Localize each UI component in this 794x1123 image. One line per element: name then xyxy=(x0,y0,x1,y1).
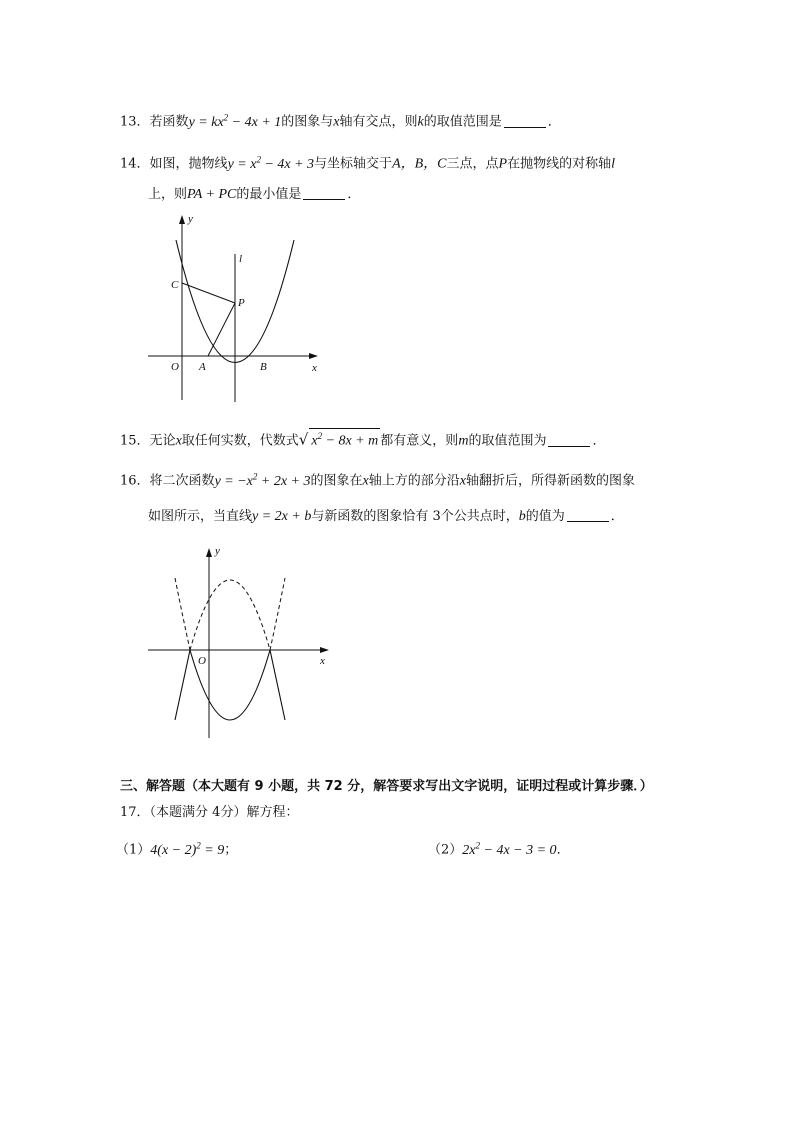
answer-blank[interactable] xyxy=(303,187,345,200)
text: 的取值范围为 xyxy=(468,433,547,449)
label-x: x xyxy=(312,362,317,374)
equation-1: $4(x - 2)^2 = 9$ xyxy=(150,840,225,858)
radicand: $x^2 - 8x + m$ xyxy=(309,428,380,449)
question-number: 16． xyxy=(120,473,150,489)
text: 取任何实数，代数式 xyxy=(181,433,299,449)
punct: ． xyxy=(547,114,561,130)
dashed-right xyxy=(270,578,285,650)
question-number: 14． xyxy=(120,156,150,172)
text: 轴翻折后，所得新函数的图象 xyxy=(465,473,635,489)
dashed-left xyxy=(175,578,190,650)
question-17-part-1 xyxy=(116,836,237,860)
figure-q16 xyxy=(140,540,340,745)
formula: PA + PC xyxy=(187,187,237,202)
label-c: C xyxy=(171,279,179,291)
text: 轴上方的部分沿 xyxy=(368,473,460,489)
x-axis-arrow xyxy=(320,647,329,653)
text: 如图所示，当直线 xyxy=(148,509,253,524)
punct: ． xyxy=(610,509,624,524)
text: 的图象在 xyxy=(310,473,363,489)
text: 三点，点 xyxy=(446,156,499,172)
text: 无论 xyxy=(149,433,176,449)
solid-left xyxy=(175,650,190,720)
formula: y = 2x + b xyxy=(252,509,312,524)
label-y: y xyxy=(188,213,193,225)
question-14 xyxy=(120,150,615,174)
question-number: 15． xyxy=(120,433,150,449)
question-17-part-2 xyxy=(428,836,570,860)
points: A，B，C xyxy=(392,156,447,172)
text: 与坐标轴交于 xyxy=(314,156,393,172)
variable-x: x xyxy=(459,473,466,489)
segment-pa xyxy=(208,303,235,356)
text: 的图象与 xyxy=(281,114,334,130)
label-x: x xyxy=(320,655,325,667)
punct: ． xyxy=(556,842,570,858)
text: 与新函数的图象恰有 3个公共点时， xyxy=(311,509,519,524)
text: 如图，抛物线 xyxy=(149,156,228,172)
text: （本题满分 4分）解方程： xyxy=(149,805,299,820)
label-l: l xyxy=(239,253,243,265)
part-label: （1） xyxy=(116,842,151,858)
x-axis-arrow xyxy=(309,353,318,359)
answer-blank[interactable] xyxy=(504,115,546,128)
equation-2: $2x^2 - 4x - 3 = 0$ xyxy=(462,840,557,858)
original-arc-dashed xyxy=(190,580,270,650)
question-14-line2 xyxy=(148,186,360,204)
text: 若函数 xyxy=(149,114,189,130)
question-17 xyxy=(120,804,298,822)
variable-k: k xyxy=(417,114,424,130)
part-label: （2） xyxy=(428,842,463,858)
variable-x: x xyxy=(333,114,340,130)
formula: $y = -x^2 + 2x + 3$ xyxy=(214,471,311,489)
text: 都有意义，则 xyxy=(380,433,459,449)
variable-x: x xyxy=(362,473,369,489)
label-y: y xyxy=(215,545,220,557)
answer-blank[interactable] xyxy=(548,434,590,447)
question-number: 17． xyxy=(120,805,150,820)
punct: ． xyxy=(347,187,361,202)
question-15 xyxy=(120,428,605,451)
text: 的值为 xyxy=(525,509,565,524)
question-number: 13． xyxy=(120,114,150,130)
answer-blank[interactable] xyxy=(567,509,609,522)
label-p: P xyxy=(238,297,245,309)
segment-pc xyxy=(182,283,235,303)
point-p: P xyxy=(498,156,508,172)
label-o: O xyxy=(198,655,206,667)
label-b: B xyxy=(260,361,267,373)
radical-sign: √ xyxy=(298,430,309,449)
section-3-title: 三、解答题（本大题有 9 小题，共 72 分，解答要求写出文字说明，证明过程或计算步骤．） xyxy=(120,779,653,794)
question-13 xyxy=(120,108,561,132)
figure-q14 xyxy=(140,205,340,410)
solid-right xyxy=(270,650,285,720)
formula: $y = kx^2 - 4x + 1$ xyxy=(188,112,282,130)
text: 的最小值是 xyxy=(236,187,302,202)
text: 在抛物线的对称轴 xyxy=(507,156,612,172)
text: 将二次函数 xyxy=(149,473,215,489)
question-16 xyxy=(120,467,635,491)
axis-l: l xyxy=(611,156,615,172)
punct: ； xyxy=(224,842,238,858)
text: 上，则 xyxy=(148,187,188,202)
text: 的取值范围是 xyxy=(423,114,502,130)
formula: $y = x^2 - 4x + 3$ xyxy=(227,154,315,172)
variable-m: m xyxy=(458,433,469,449)
text: 轴有交点，则 xyxy=(339,114,418,130)
y-axis-arrow xyxy=(206,548,212,557)
punct: ． xyxy=(592,433,606,449)
question-16-line2 xyxy=(148,508,624,526)
label-o: O xyxy=(171,361,179,373)
variable-x: x xyxy=(175,433,182,449)
y-axis-arrow xyxy=(179,215,185,224)
label-a: A xyxy=(199,361,206,373)
variable-b: b xyxy=(518,509,526,524)
